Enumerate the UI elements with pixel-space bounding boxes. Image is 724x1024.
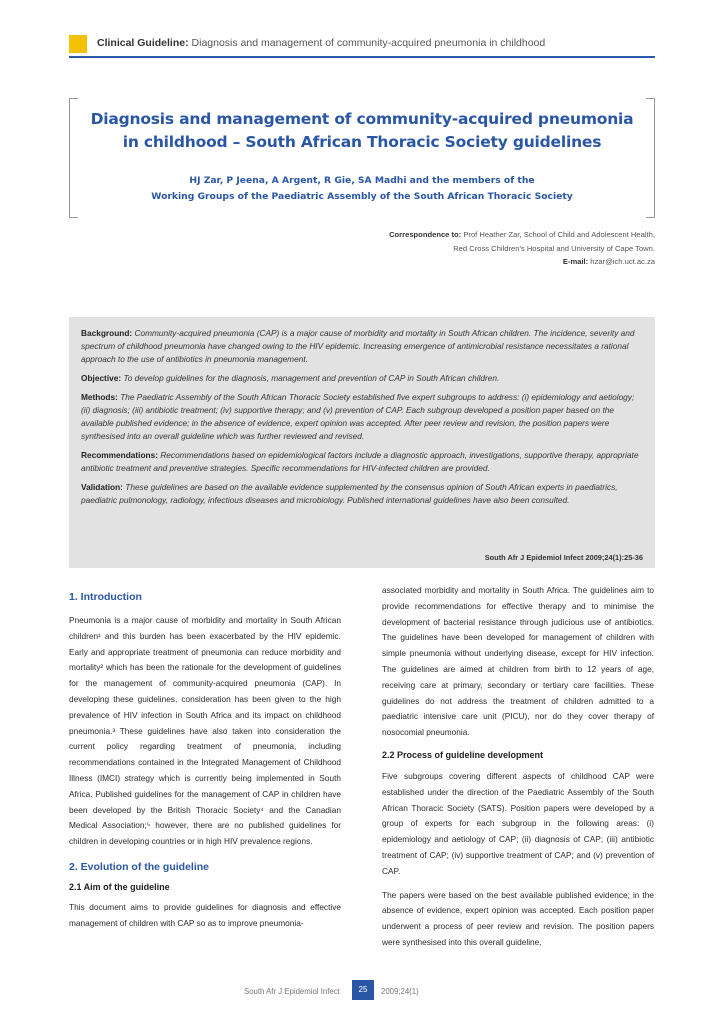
footer-issue: 2009;24(1)	[381, 987, 419, 996]
abstract-validation	[81, 481, 641, 507]
running-header-label: Clinical Guideline:	[97, 37, 189, 49]
footer-page-number: 25	[352, 980, 374, 1000]
section-2-1-heading: 2.1 Aim of the guideline	[69, 881, 170, 892]
title-box	[69, 98, 655, 216]
abstract-objective	[81, 372, 641, 385]
validation-label: Validation:	[81, 482, 123, 492]
objective-text: To develop guidelines for the diagnosis, management and prevention of CAP in South African children.	[123, 373, 500, 383]
validation-text: These guidelines are based on the available evidence supplemented by the consensus opinion of South African experts in paediatrics, paediatric pulmonology, radiology, infectious diseases and microbiology. Published international guidelines have also been consulted.	[81, 482, 618, 505]
authors-line2: Working Groups of the Paediatric Assembly of the South African Thoracic Society	[151, 191, 573, 202]
background-label: Background:	[81, 328, 133, 338]
section-2-heading: 2. Evolution of the guideline	[69, 860, 210, 873]
abstract-background	[81, 327, 641, 366]
abstract-methods	[81, 391, 641, 443]
section-1-paragraph: Pneumonia is a major cause of morbidity and mortality in South African children¹ and this burden has been exacerbated by the HIV epidemic. Early and appropriate treatment of pneumonia can reduce morbidity and mortality² which has been the rationale for the development of guidelines for the management of community-acquired pneumonia (CAP). In developing these guidelines, consideration has been given to the high prevalence of HIV infection in South Africa and its impact on childhood pneumonia.³ These guidelines have also taken into consideration the current policy regarding treatment of pneumonia, including recommendations contained in the Integrated Management of Childhood Illness (IMCI) strategy which is currently being implemented in South Africa. Published guidelines for the management of CAP in children have been developed by the British Thoracic Society⁴ and the Canadian Medical Association;⁵ however, there are no published guidelines for children in developing countries or in high HIV prevalence regions.	[69, 615, 341, 847]
article-title	[69, 108, 655, 154]
background-text: Community-acquired pneumonia (CAP) is a major cause of morbidity and mortality in South African children. The incidence, severity and spectrum of childhood pneumonia have changed owing to the HIV epidemic. Increasing emergence of antimicrobial resistance necessitates a rational approach to the use of antibiotics in pneumonia management.	[81, 328, 635, 364]
email-label: E-mail:	[562, 257, 589, 266]
header-accent-square	[69, 35, 87, 53]
article-title-line2: in childhood – South African Thoracic Society guidelines	[122, 133, 602, 151]
running-header-title: Diagnosis and management of community-acquired pneumonia in childhood	[191, 37, 546, 49]
citation: South Afr J Epidemiol Infect 2009;24(1):25-36	[484, 553, 643, 562]
abstract-recommendations	[81, 449, 641, 475]
section-2-1-paragraph: This document aims to provide guidelines for diagnosis and effective management of children with CAP so as to improve pneumonia-	[69, 901, 341, 928]
section-2-2-heading: 2.2 Process of guideline development	[382, 749, 544, 760]
header-rule	[69, 56, 655, 58]
correspondence-block	[295, 228, 655, 269]
article-authors	[69, 173, 655, 205]
running-header	[97, 37, 545, 49]
recommendations-text: Recommendations based on epidemiological factors include a diagnostic approach, investigations, supportive therapy, appropriate antibiotic treatment and preventive strategies. Specific recommendations for HIV-infected children are provided.	[81, 450, 639, 473]
correspondence-line1: Prof Heather Zar, School of Child and Adolescent Health,	[463, 230, 655, 239]
correspondence-label: Correspondence to:	[389, 230, 462, 239]
body-column-right	[382, 583, 654, 951]
body-column-left	[69, 590, 341, 932]
section-2-1-paragraph-continued: associated morbidity and mortality in South Africa. The guidelines aim to provide recommendations for effective therapy and to minimise the development of bacterial resistance through judicious use of antibiotics. The guidelines have been developed for management of children with simple pneumonia without underlying disease, except for HIV infection. The guidelines are aimed at children from birth to 12 years of age, receiving care at primary, secondary or tertiary care facilities. These guidelines do not address the treatment of children admitted to a paediatric intensive care unit (PICU), nor do they cover therapy of nosocomial pneumonia.	[382, 585, 654, 738]
correspondence-line2: Red Cross Children's Hospital and University of Cape Town.	[453, 243, 655, 253]
article-title-line1: Diagnosis and management of community-acquired pneumonia	[90, 110, 634, 128]
email-address[interactable]: hzar@ich.uct.ac.za	[590, 257, 655, 266]
footer-journal: South Afr J Epidemiol Infect	[244, 987, 340, 996]
methods-label: Methods:	[81, 392, 118, 402]
recommendations-label: Recommendations:	[81, 450, 158, 460]
authors-line1: HJ Zar, P Jeena, A Argent, R Gie, SA Madhi and the members of the	[189, 175, 535, 186]
section-2-2-paragraph-1: Five subgroups covering different aspects of childhood CAP were established under the direction of the Paediatric Assembly of the South African Thoracic Society (SATS). Position papers were developed by a group of experts for each subgroup in the following areas: (i) epidemiology and aetiology of CAP; (ii) diagnosis of CAP; (iii) antibiotic treatment of CAP; (iv) supportive treatment of CAP; and (v) prevention of CAP.	[382, 770, 654, 876]
methods-text: The Paediatric Assembly of the South African Thoracic Society established five expert subgroups to address: (i) epidemiology and aetiology; (ii) diagnosis; (iii) antibiotic treatment; (iv) supportive therapy; and (v) prevention of CAP. Each subgroup developed a position paper based on the available published evidence; in the absence of evidence, expert opinion was accepted. After peer review and revision, the position papers were synthesised into an overall guideline which was further reviewed and revised.	[81, 392, 635, 441]
section-2-2-paragraph-2: The papers were based on the best available published evidence; in the absence of evidence, expert opinion was accepted. Each position paper underwent a process of peer review and revision. The position papers were synthesised into this overall guideline,	[382, 889, 654, 947]
abstract-box	[69, 317, 655, 568]
objective-label: Objective:	[81, 373, 122, 383]
section-1-heading: 1. Introduction	[69, 591, 142, 603]
